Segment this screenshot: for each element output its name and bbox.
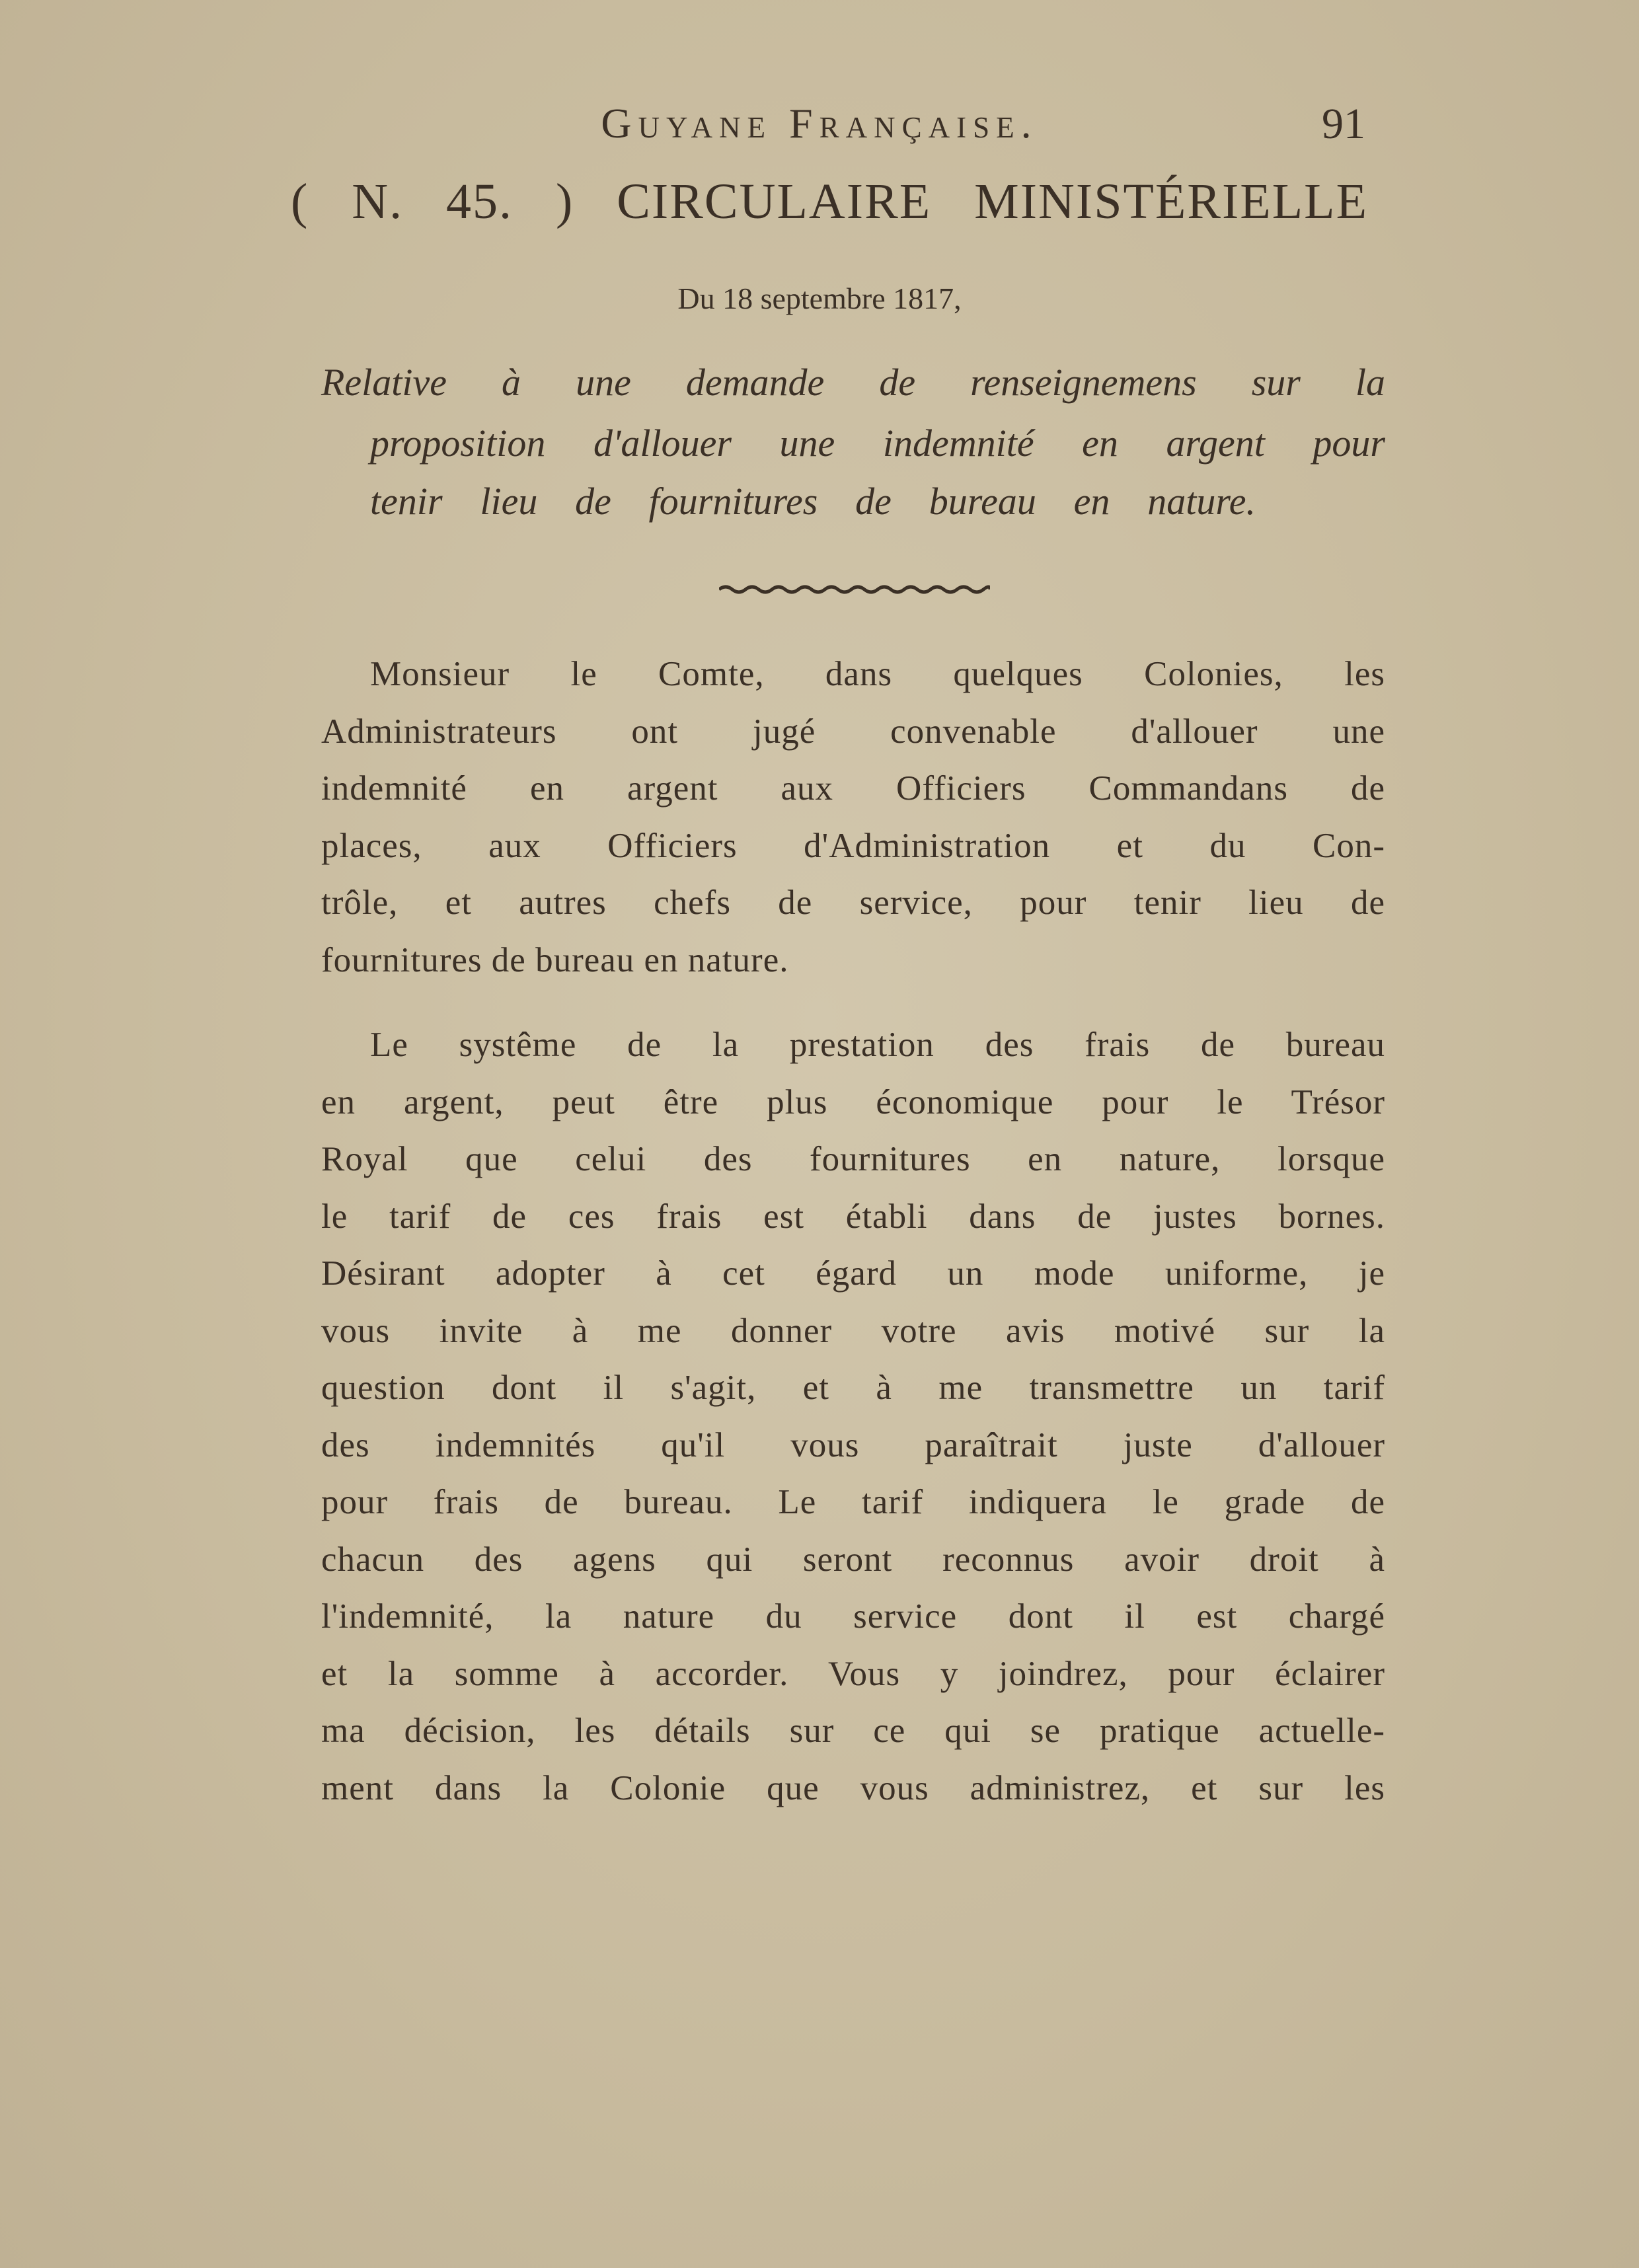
body-line: en argent, peut être plus économique pour le Trésor xyxy=(321,1082,1385,1121)
body-line: Royal que celui des fournitures en nature, lorsque xyxy=(321,1140,1385,1178)
body-line: ma décision, les détails sur ce qui se pratique actuelle- xyxy=(321,1712,1385,1750)
document-title: ( N. 45. ) CIRCULAIRE MINISTÉRIELLE xyxy=(291,174,1368,229)
body-line: Administrateurs ont jugé convenable d'allouer une xyxy=(321,712,1385,751)
body-line: ment dans la Colonie que vous administrez, et sur les xyxy=(321,1768,1385,1807)
subject-line: Relative à une demande de renseignemens sur la xyxy=(321,361,1385,404)
document-date: Du 18 septembre 1817, xyxy=(677,282,962,315)
body-line: trôle, et autres chefs de service, pour tenir lieu de xyxy=(321,884,1385,922)
body-line: places, aux Officiers d'Administration et du Con- xyxy=(321,826,1385,865)
body-line: le tarif de ces frais est établi dans de justes bornes. xyxy=(321,1197,1385,1236)
body-line: des indemnités qu'il vous paraîtrait juste d'allouer xyxy=(321,1425,1385,1464)
running-head: Guyane Française. xyxy=(601,100,1038,147)
subject-line: tenir lieu de fournitures de bureau en nature. xyxy=(370,480,1256,523)
body-line: fournitures de bureau en nature. xyxy=(321,940,789,979)
body-line: indemnité en argent aux Officiers Commandans de xyxy=(321,769,1385,808)
body-line: et la somme à accorder. Vous y joindrez, pour éclairer xyxy=(321,1654,1385,1693)
body-line: l'indemnité, la nature du service dont il est chargé xyxy=(321,1597,1385,1636)
body-line: vous invite à me donner votre avis motivé sur la xyxy=(321,1311,1385,1350)
subject-line: proposition d'allouer une indemnité en argent pour xyxy=(370,422,1385,465)
body-line: Le systême de la prestation des frais de bureau xyxy=(370,1026,1385,1064)
ornamental-divider xyxy=(719,582,990,597)
body-line: Monsieur le Comte, dans quelques Colonies, les xyxy=(370,655,1385,693)
body-line: Désirant adopter à cet égard un mode uniforme, je xyxy=(321,1254,1385,1293)
body-line: question dont il s'agit, et à me transmettre un tarif xyxy=(321,1369,1385,1407)
body-line: pour frais de bureau. Le tarif indiquera le grade de xyxy=(321,1483,1385,1521)
body-line: chacun des agens qui seront reconnus avoir droit à xyxy=(321,1540,1385,1579)
page-number: 91 xyxy=(1322,100,1365,148)
